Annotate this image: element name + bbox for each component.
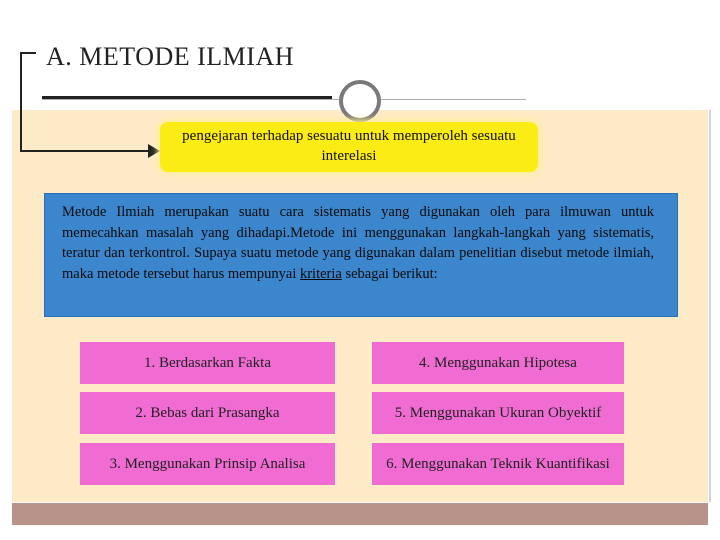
description-text-start: Metode Ilmiah merupakan suatu cara sistematis yang digunakan oleh para ilmuwan untuk memecahkan masalah yang dihadapi.Metode ini menggunakan langkah-langkah yang sistematis, teratur dan terkontrol. Supaya suatu metode yang digunakan dalam penelitian disebut metode ilmiah, maka metode tersebut harus mempunyai (62, 204, 654, 282)
slide-title: A. METODE ILMIAH (46, 42, 294, 71)
title-underline (42, 96, 332, 99)
definition-box: pengejaran terhadap sesuatu untuk memperoleh sesuatu interelasi (160, 122, 538, 172)
criterion-1: 1. Berdasarkan Fakta (80, 342, 335, 384)
description-text-end: sebagai berikut: (341, 265, 438, 282)
criterion-5: 5. Menggunakan Ukuran Obyektif (372, 392, 624, 434)
criterion-3: 3. Menggunakan Prinsip Analisa (80, 443, 335, 485)
footer-bar (12, 503, 708, 525)
description-text (62, 202, 654, 284)
criterion-2: 2. Bebas dari Prasangka (80, 392, 335, 434)
circle-ornament (339, 80, 381, 122)
right-border (709, 110, 711, 502)
arrow-right-icon (148, 144, 160, 158)
connector-top (20, 52, 36, 54)
criterion-4: 4. Menggunakan Hipotesa (372, 342, 624, 384)
connector-line (20, 52, 22, 152)
connector-bottom (20, 150, 150, 152)
title-rule-right (381, 99, 526, 100)
criterion-6: 6. Menggunakan Teknik Kuantifikasi (372, 443, 624, 485)
kriteria-link: kriteria (299, 265, 342, 282)
title-rule-left (42, 99, 339, 100)
